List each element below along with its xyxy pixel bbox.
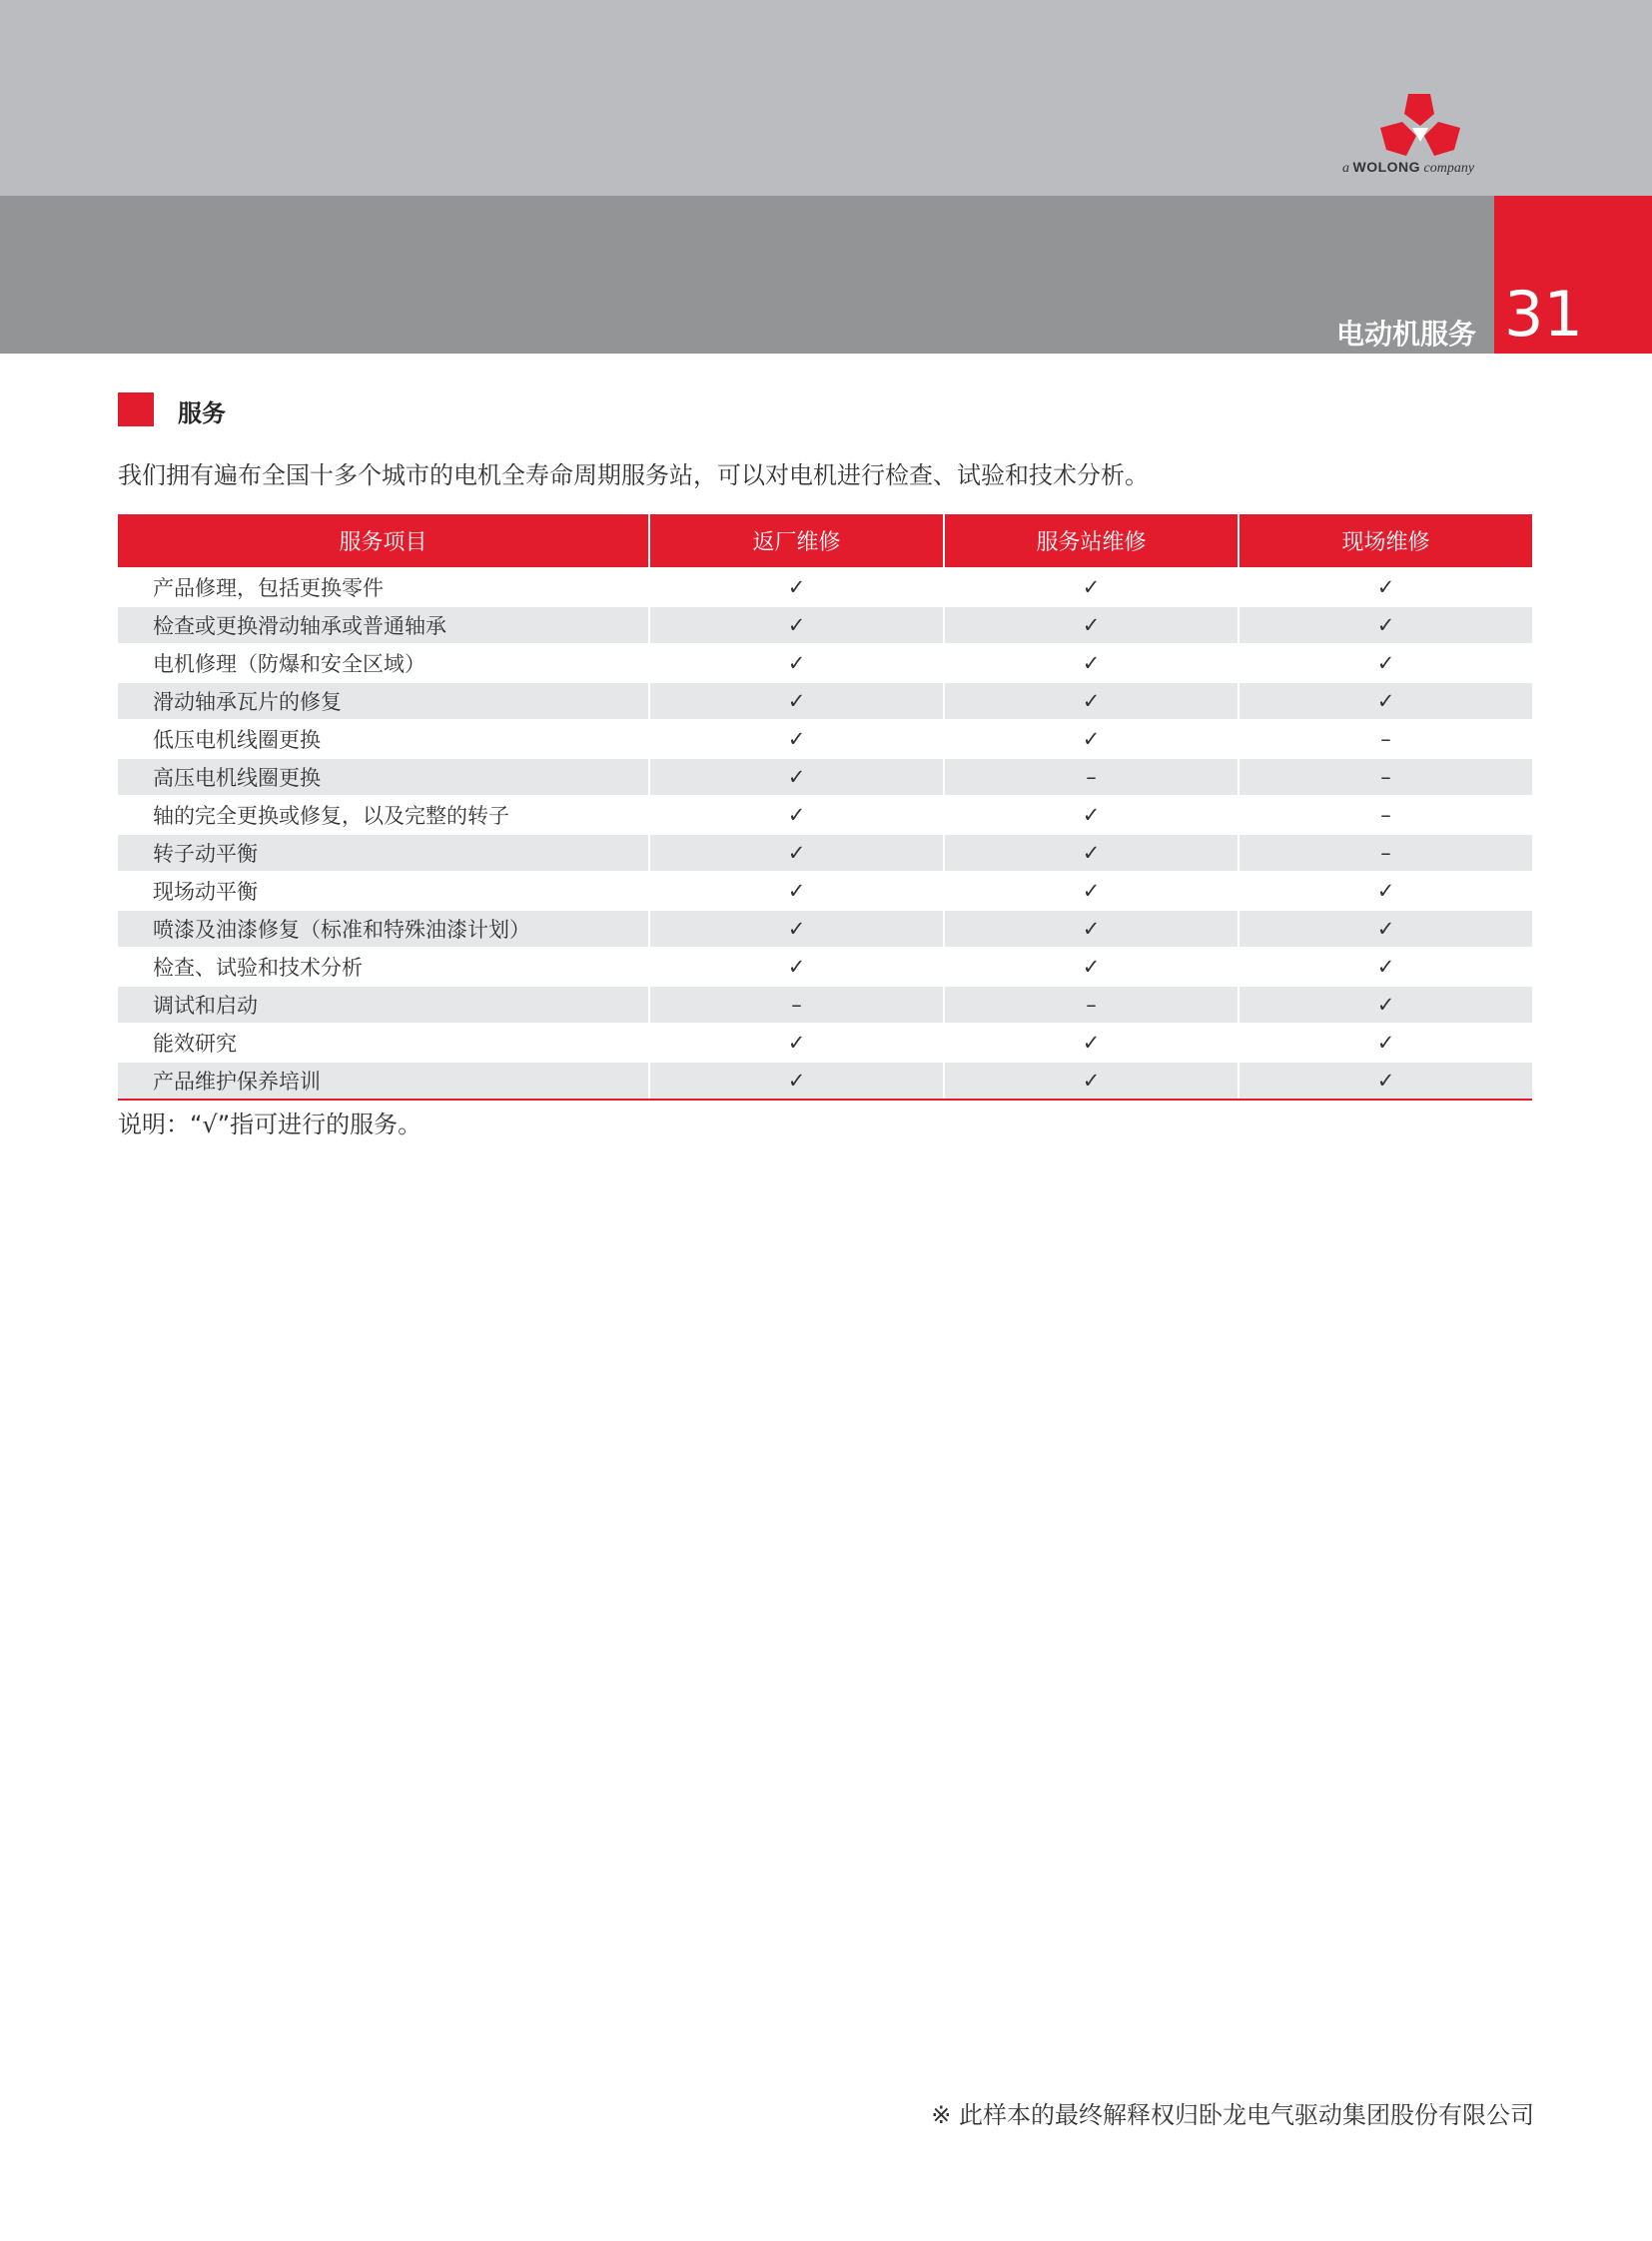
station-mark: ✓ <box>944 720 1239 758</box>
factory-mark: ✓ <box>649 568 944 606</box>
table-row <box>118 682 1532 720</box>
service-item: 现场动平衡 <box>118 872 649 910</box>
station-mark: ✓ <box>944 682 1239 720</box>
station-mark: ✓ <box>944 834 1239 872</box>
service-item: 滑动轴承瓦片的修复 <box>118 682 649 720</box>
table-row <box>118 758 1532 796</box>
station-mark: – <box>944 986 1239 1024</box>
table-row <box>118 1024 1532 1062</box>
service-item: 调试和启动 <box>118 986 649 1024</box>
onsite-mark: ✓ <box>1239 1024 1532 1062</box>
section-label: 电动机服务 <box>1335 318 1476 351</box>
onsite-mark: – <box>1239 796 1532 834</box>
logo-brand: WOLONG <box>1352 159 1421 175</box>
table-row <box>118 606 1532 644</box>
header-service-item: 服务项目 <box>118 514 649 568</box>
service-item: 产品维护保养培训 <box>118 1062 649 1100</box>
factory-mark: ✓ <box>649 872 944 910</box>
footer-disclaimer: ※ 此样本的最终解释权归卧龙电气驱动集团股份有限公司 <box>931 2101 1534 2129</box>
station-mark: ✓ <box>944 948 1239 986</box>
table-row <box>118 568 1532 606</box>
factory-mark: ✓ <box>649 834 944 872</box>
header-onsite-repair: 现场维修 <box>1239 514 1532 568</box>
factory-mark: ✓ <box>649 796 944 834</box>
onsite-mark: – <box>1239 758 1532 796</box>
service-item: 能效研究 <box>118 1024 649 1062</box>
logo-suffix: company <box>1423 161 1475 176</box>
factory-mark: ✓ <box>649 1024 944 1062</box>
service-item: 检查或更换滑动轴承或普通轴承 <box>118 606 649 644</box>
station-mark: – <box>944 758 1239 796</box>
onsite-mark: ✓ <box>1239 872 1532 910</box>
service-item: 产品修理，包括更换零件 <box>118 568 649 606</box>
onsite-mark: ✓ <box>1239 644 1532 682</box>
intro-text: 我们拥有遍布全国十多个城市的电机全寿命周期服务站，可以对电机进行检查、试验和技术分析。 <box>118 461 1149 489</box>
table-note: 说明：“√”指可进行的服务。 <box>118 1111 422 1138</box>
service-table <box>118 514 1532 1101</box>
service-item: 高压电机线圈更换 <box>118 758 649 796</box>
table-row <box>118 834 1532 872</box>
onsite-mark: ✓ <box>1239 568 1532 606</box>
factory-mark: ✓ <box>649 1062 944 1100</box>
heading-marker <box>118 392 154 426</box>
station-mark: ✓ <box>944 796 1239 834</box>
station-mark: ✓ <box>944 568 1239 606</box>
onsite-mark: ✓ <box>1239 682 1532 720</box>
service-item: 检查、试验和技术分析 <box>118 948 649 986</box>
header-station-repair: 服务站维修 <box>944 514 1239 568</box>
station-mark: ✓ <box>944 1024 1239 1062</box>
table-row <box>118 872 1532 910</box>
service-item: 电机修理（防爆和安全区域） <box>118 644 649 682</box>
onsite-mark: ✓ <box>1239 606 1532 644</box>
table-header-row <box>118 514 1532 568</box>
page-number: 31 <box>1504 278 1583 351</box>
section-heading: 服务 <box>178 399 226 427</box>
table-row <box>118 948 1532 986</box>
factory-mark: ✓ <box>649 720 944 758</box>
factory-mark: ✓ <box>649 682 944 720</box>
service-item: 低压电机线圈更换 <box>118 720 649 758</box>
wolong-logo-icon <box>1378 92 1462 160</box>
station-mark: ✓ <box>944 872 1239 910</box>
service-item: 轴的完全更换或修复，以及完整的转子 <box>118 796 649 834</box>
onsite-mark: – <box>1239 834 1532 872</box>
table-row <box>118 1062 1532 1100</box>
factory-mark: ✓ <box>649 910 944 948</box>
table-row <box>118 796 1532 834</box>
table-row <box>118 720 1532 758</box>
table-row <box>118 986 1532 1024</box>
onsite-mark: ✓ <box>1239 986 1532 1024</box>
factory-mark: ✓ <box>649 758 944 796</box>
service-item: 喷漆及油漆修复（标准和特殊油漆计划） <box>118 910 649 948</box>
table-row <box>118 644 1532 682</box>
header-factory-repair: 返厂维修 <box>649 514 944 568</box>
onsite-mark: ✓ <box>1239 948 1532 986</box>
factory-mark: ✓ <box>649 948 944 986</box>
station-mark: ✓ <box>944 644 1239 682</box>
table-row <box>118 910 1532 948</box>
factory-mark: ✓ <box>649 606 944 644</box>
onsite-mark: ✓ <box>1239 1062 1532 1100</box>
onsite-mark: – <box>1239 720 1532 758</box>
factory-mark: – <box>649 986 944 1024</box>
logo-text <box>1342 159 1474 177</box>
factory-mark: ✓ <box>649 644 944 682</box>
service-item: 转子动平衡 <box>118 834 649 872</box>
station-mark: ✓ <box>944 910 1239 948</box>
station-mark: ✓ <box>944 606 1239 644</box>
onsite-mark: ✓ <box>1239 910 1532 948</box>
logo-prefix: a <box>1342 161 1349 176</box>
station-mark: ✓ <box>944 1062 1239 1100</box>
